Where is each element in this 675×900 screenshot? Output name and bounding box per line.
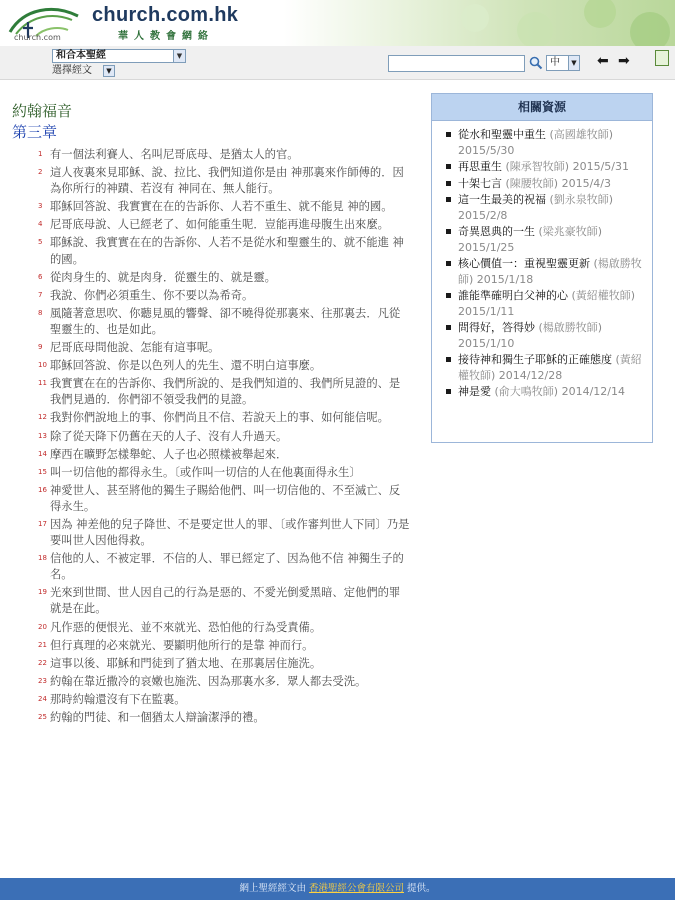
related-resource-title[interactable]: 從水和聖靈中重生: [458, 128, 546, 141]
related-resource-title[interactable]: 這一生最美的祝福: [458, 193, 546, 206]
related-resource-meta: (陳承智牧師) 2015/5/31: [505, 160, 629, 173]
verse-row: [40, 358, 410, 374]
search-icon[interactable]: [529, 56, 543, 70]
language-value: 中: [550, 57, 560, 68]
verse-number[interactable]: 23: [38, 676, 47, 685]
verse-text: 尼哥底母問他說、怎能有這事呢。: [50, 341, 220, 355]
related-resource-title[interactable]: 誰能準確明白父神的心: [458, 289, 568, 302]
verse-number[interactable]: 3: [38, 202, 43, 211]
related-resource-meta: (陳腰牧師) 2015/4/3: [505, 176, 611, 190]
related-resource-item[interactable]: [444, 192, 644, 223]
chevron-down-icon[interactable]: ▼: [103, 65, 115, 77]
verse-row: [40, 551, 410, 583]
related-resource-title[interactable]: 接待神和獨生子耶穌的正確態度: [458, 353, 612, 366]
header-decoration: [415, 0, 675, 46]
verse-row: [40, 517, 410, 549]
verse-text: 光來到世間、世人因自己的行為是惡的、不愛光倒愛黑暗、定他們的罪就是在此。: [50, 586, 401, 616]
verse-text: 叫一切信他的都得永生。〔或作叫一切信的人在他裏面得永生〕: [50, 465, 361, 479]
verse-number[interactable]: 14: [38, 449, 47, 458]
verse-row: [40, 674, 410, 690]
verse-text: 我實實在在的告訴你、我們所說的、是我們知道的、我們所見證的、是我們見過的．你們卻不領受我們的見證。: [50, 377, 401, 407]
logo-caption: church.com: [14, 33, 61, 42]
verse-number[interactable]: 8: [38, 308, 43, 317]
language-select[interactable]: [546, 55, 580, 71]
related-resource-item[interactable]: [444, 352, 644, 383]
verse-row: [40, 376, 410, 408]
verse-number[interactable]: 16: [38, 485, 47, 494]
verse-row: [40, 147, 410, 163]
chevron-down-icon[interactable]: ▼: [173, 50, 185, 62]
related-resource-item[interactable]: [444, 176, 644, 192]
search-input[interactable]: [388, 55, 525, 72]
book-title: 約翰福音: [12, 102, 73, 120]
related-resource-title[interactable]: 奇異恩典的一生: [458, 225, 535, 238]
verse-row: [40, 465, 410, 481]
verse-number[interactable]: 1: [38, 150, 43, 158]
related-resource-meta: (俞大鳴牧師) 2014/12/14: [494, 385, 625, 398]
verse-row: [40, 165, 410, 197]
verse-number[interactable]: 9: [38, 343, 43, 352]
related-resource-meta: (黃紹權牧師) 2014/12/28: [458, 353, 642, 382]
related-resource-title[interactable]: 再思重生: [458, 160, 502, 173]
verse-number[interactable]: 19: [38, 588, 47, 597]
chapter-select-label: 選擇經文: [52, 65, 92, 76]
verse-text: 摩西在曠野怎樣舉蛇、人子也必照樣被舉起來．: [50, 447, 288, 461]
verse-text: 凡作惡的便恨光、並不來就光、恐怕他的行為受責備。: [50, 620, 322, 634]
verse-text: 這事以後、耶穌和門徒到了猶太地、在那裏居住施洗。: [50, 656, 322, 670]
verse-number[interactable]: 12: [38, 413, 47, 422]
related-resource-meta: (楊啟勝牧師) 2015/1/18: [458, 257, 642, 286]
footer-text-end: 提供。: [407, 883, 436, 894]
verse-row: [40, 340, 410, 356]
verse-row: [40, 306, 410, 338]
related-resource-item[interactable]: [444, 159, 644, 175]
verse-row: [40, 429, 410, 445]
related-resources-list: [432, 121, 652, 400]
verse-number[interactable]: 18: [38, 554, 47, 563]
related-resource-item[interactable]: [444, 256, 644, 287]
related-resource-meta: (梁兆豪牧師) 2015/1/25: [458, 225, 603, 254]
verse-row: [40, 710, 410, 726]
footer-publisher-link[interactable]: 香港聖經公會有限公司: [308, 883, 404, 894]
chapter-title: 第三章: [12, 123, 58, 141]
verse-text: 信他的人、不被定罪．不信的人、罪已經定了、因為他不信 神獨生子的名。: [50, 552, 404, 582]
verse-text: 約翰在靠近撒冷的哀嫩也施洗、因為那裏水多．眾人都去受洗。: [50, 674, 367, 688]
verse-text: 耶穌回答說、你是以色列人的先生、還不明白這事麼。: [50, 359, 322, 373]
verse-text: 耶穌回答說、我實實在在的告訴你、人若不重生、就不能見 神的國。: [50, 200, 393, 214]
site-header: [0, 0, 675, 46]
verse-row: [40, 483, 410, 515]
verse-row: [40, 199, 410, 215]
verse-number[interactable]: 11: [38, 379, 47, 388]
bible-version-value: 和合本聖經: [56, 50, 106, 61]
verse-text: 那時約翰還沒有下在監裏。: [50, 692, 186, 706]
verse-number[interactable]: 20: [38, 622, 47, 631]
verse-text: 有一個法利賽人、名叫尼哥底母、是猶太人的官。: [50, 148, 299, 161]
verse-text: 尼哥底母說、人已經老了、如何能重生呢．豈能再進母腹生出來麼。: [50, 218, 389, 232]
verse-text: 約翰的門徒、和一個猶太人辯論潔淨的禮。: [50, 711, 265, 724]
verse-number[interactable]: 22: [38, 658, 47, 667]
right-arrow-icon[interactable]: ➡: [618, 53, 630, 69]
related-resource-title[interactable]: 神是愛: [458, 385, 491, 398]
exit-icon[interactable]: [655, 50, 669, 66]
bible-version-select[interactable]: [52, 49, 186, 63]
verse-number[interactable]: 25: [38, 713, 47, 721]
verse-row: [40, 288, 410, 304]
site-subtitle: 華人教會網絡: [118, 31, 214, 42]
verse-text: 我說、你們必須重生、你不要以為希奇。: [50, 288, 254, 302]
related-resources-heading: 相關資源: [432, 94, 652, 121]
related-resource-meta: (楊啟勝牧師) 2015/1/10: [458, 321, 603, 350]
footer-text: 網上聖經經文由: [239, 883, 306, 894]
related-resource-item[interactable]: [444, 224, 644, 255]
related-resource-meta: (高國雄牧師) 2015/5/30: [458, 128, 614, 157]
related-resource-title[interactable]: 核心價值一：重視聖靈更新: [458, 257, 590, 270]
verse-text: 因為 神差他的兒子降世、不是要定世人的罪、〔或作審判世人下同〕乃是要叫世人因他得救。: [50, 517, 410, 548]
site-name[interactable]: church.com.hk: [92, 4, 239, 26]
verse-row: [40, 217, 410, 233]
verse-number[interactable]: 10: [38, 361, 47, 370]
verse-text: 耶穌說、我實實在在的告訴你、人若不是從水和聖靈生的、就不能進 神的國。: [50, 236, 404, 266]
verse-number[interactable]: 6: [38, 272, 43, 281]
verse-text: 從肉身生的、就是肉身．從靈生的、就是靈。: [50, 270, 276, 284]
verse-number[interactable]: 13: [38, 431, 47, 440]
verse-row: [40, 620, 410, 636]
verse-row: [40, 270, 410, 286]
related-resource-meta: (黃紹權牧師) 2015/1/11: [458, 289, 636, 318]
related-resource-title[interactable]: 問得好，答得妙: [458, 321, 535, 334]
verse-text: 但行真理的必來就光、要顯明他所行的是靠 神而行。: [50, 638, 314, 652]
related-resource-item[interactable]: [444, 320, 644, 351]
verse-row: [40, 235, 410, 267]
verse-row: [40, 638, 410, 654]
verse-number[interactable]: 17: [38, 519, 47, 528]
verse-text: 神愛世人、甚至將他的獨生子賜給他們、叫一切信他的、不至滅亡、反得永生。: [50, 483, 401, 513]
verse-number[interactable]: 4: [38, 220, 43, 229]
related-resource-item[interactable]: [444, 288, 644, 319]
verse-row: [40, 447, 410, 463]
verse-number[interactable]: 21: [38, 640, 47, 649]
verse-row: [40, 692, 410, 708]
related-resource-item[interactable]: [444, 127, 644, 158]
verse-number[interactable]: 7: [38, 290, 43, 299]
verse-row: [40, 410, 410, 426]
verse-text: 我對你們說地上的事、你們尚且不信、若說天上的事、如何能信呢。: [50, 411, 389, 425]
related-resource-item[interactable]: [444, 384, 644, 400]
related-resources-panel: [431, 93, 653, 443]
verse-text: 風隨著意思吹、你聽見風的響聲、卻不曉得從那裏來、往那裏去．凡從聖靈生的、也是如此。: [50, 306, 401, 336]
chapter-select[interactable]: [52, 65, 120, 78]
verse-number[interactable]: 5: [38, 238, 43, 247]
verse-row: [40, 585, 410, 617]
verse-list: [40, 147, 410, 728]
related-resource-meta: (劉永泉牧師) 2015/2/8: [458, 193, 614, 222]
verse-text: 這人夜裏來見耶穌、說、拉比、我們知道你是由 神那裏來作師傅的．因為你所行的神蹟、若沒有 神同在、無人能行。: [50, 166, 404, 196]
verse-number[interactable]: 15: [38, 467, 47, 476]
related-resource-title[interactable]: 十架七言: [458, 176, 502, 190]
left-arrow-icon[interactable]: ⬅: [597, 53, 609, 69]
chevron-down-icon[interactable]: ▼: [568, 56, 579, 70]
verse-row: [40, 656, 410, 672]
verse-number[interactable]: 24: [38, 694, 47, 703]
verse-number[interactable]: 2: [38, 168, 43, 177]
footer: [0, 878, 675, 900]
verse-text: 除了從天降下仍舊在天的人子、沒有人升過天。: [50, 429, 288, 443]
